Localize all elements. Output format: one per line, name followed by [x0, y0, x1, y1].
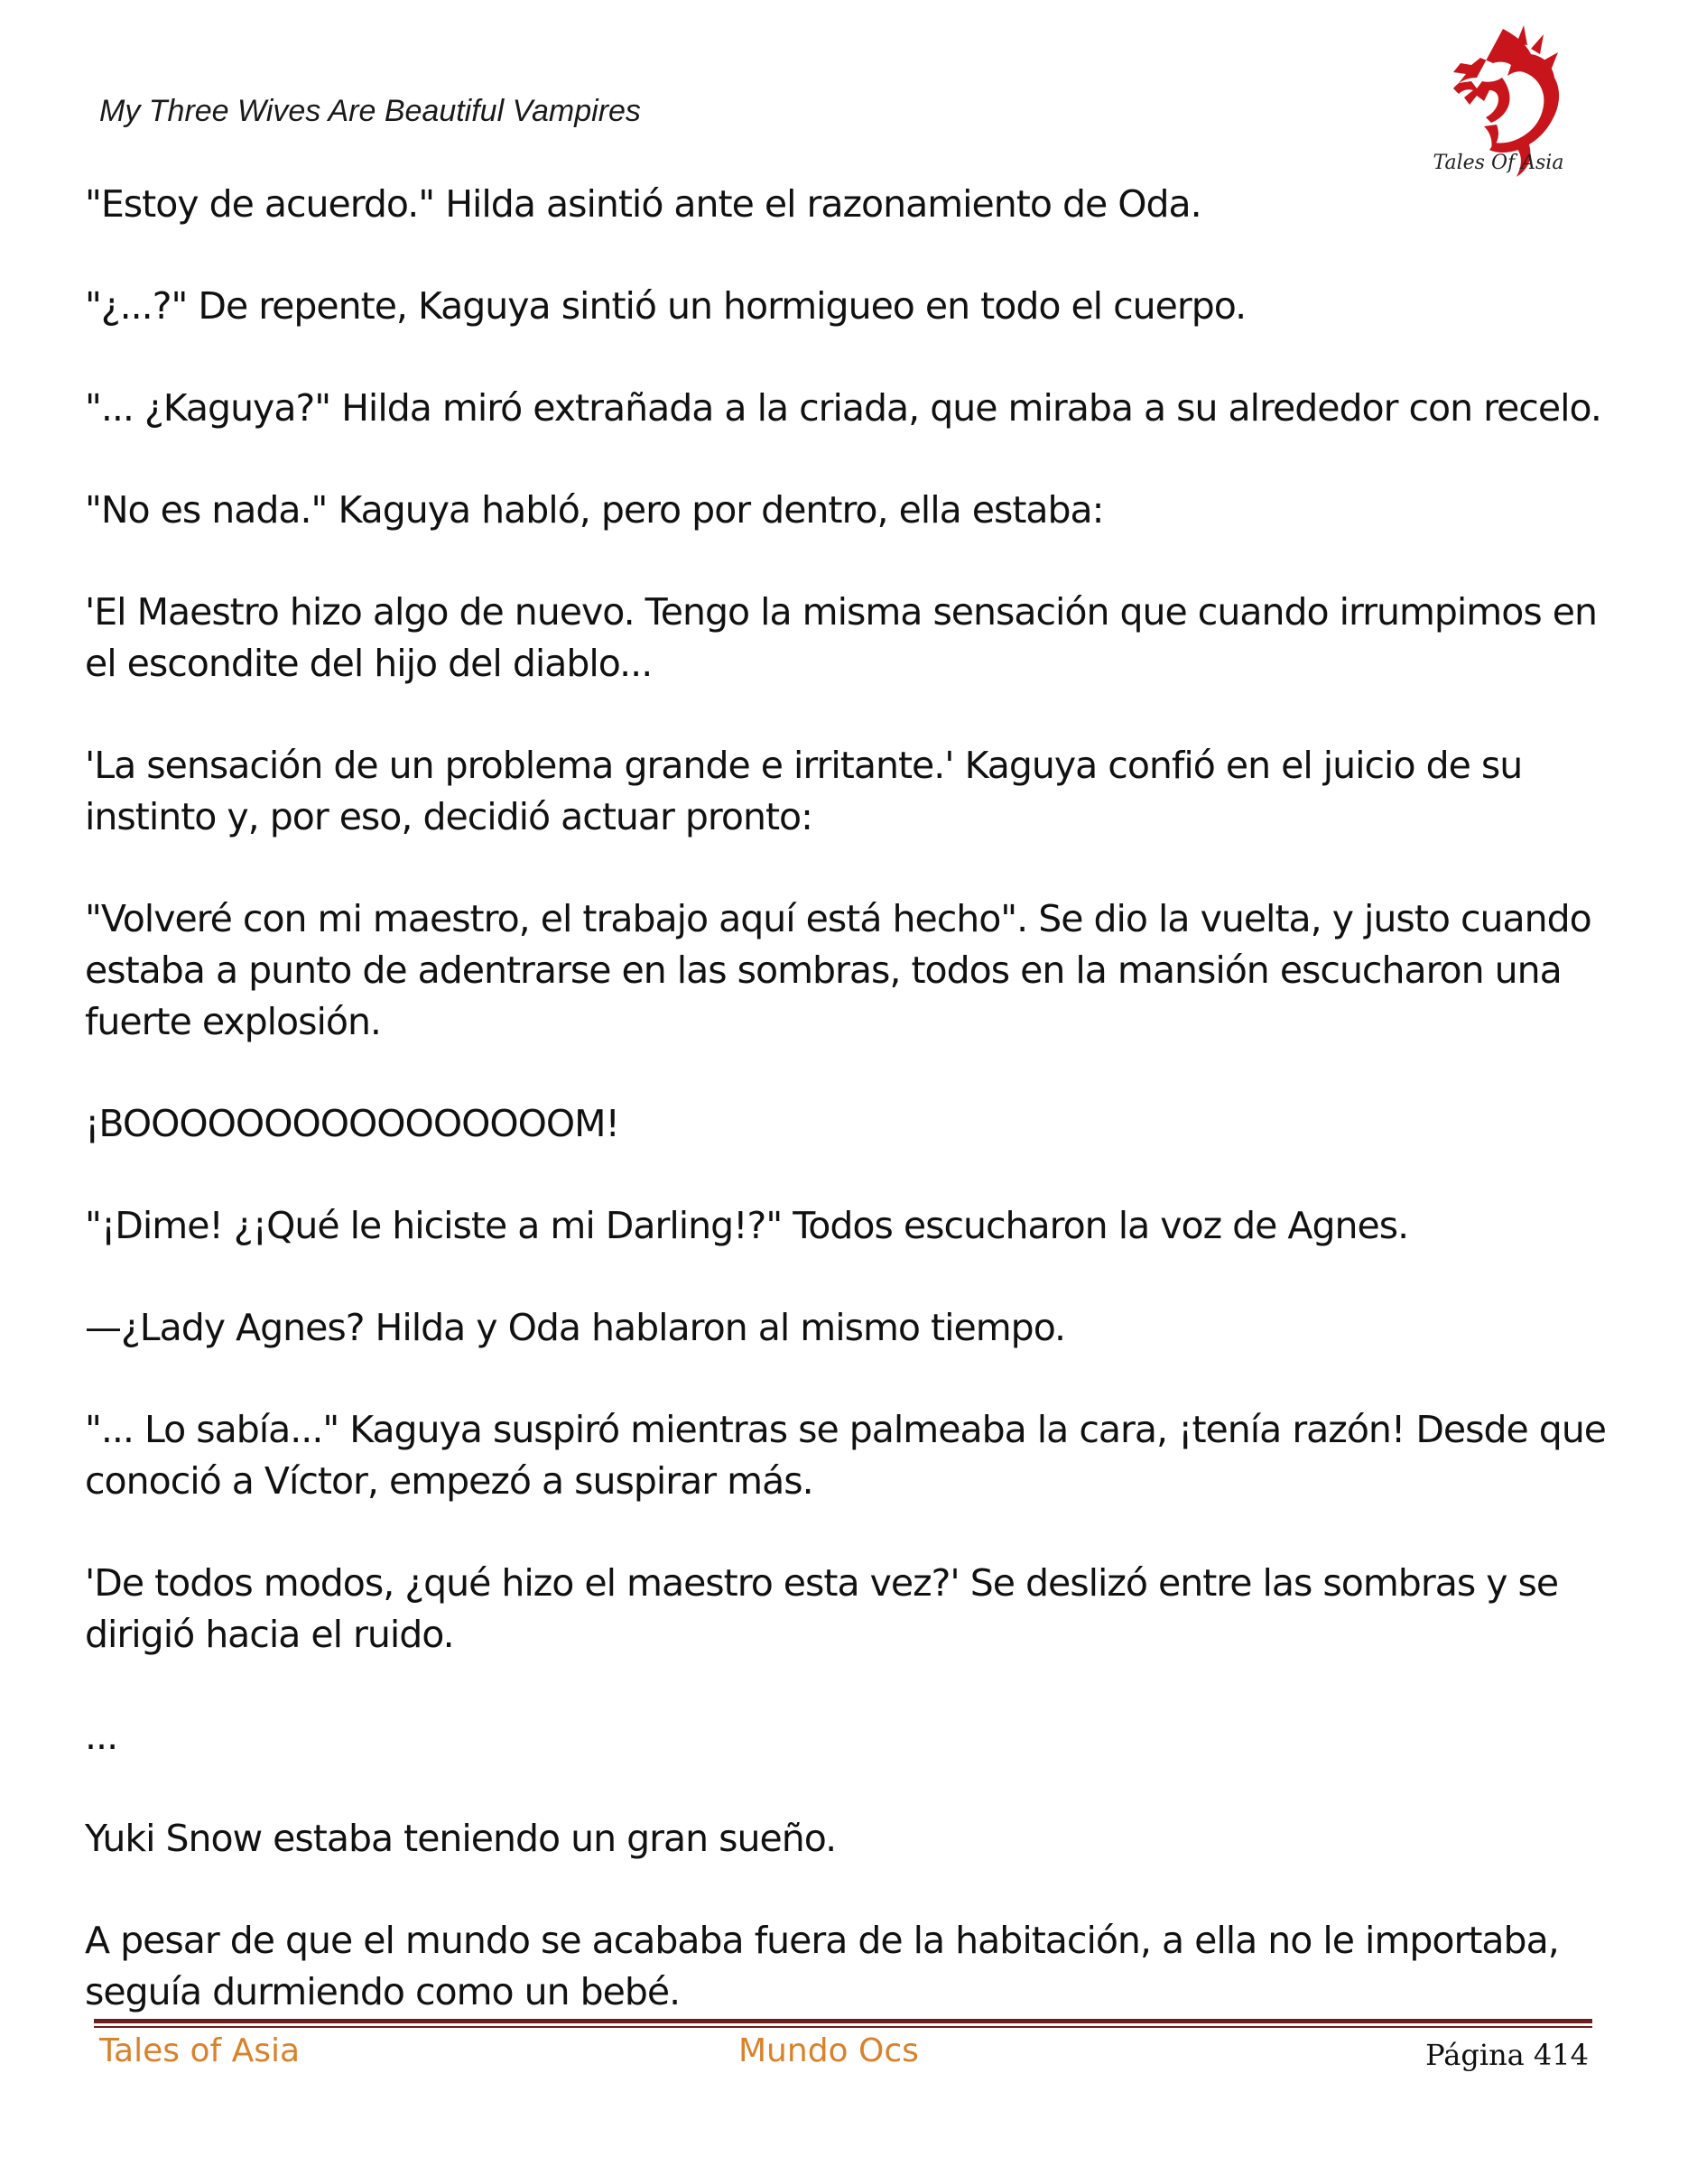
paragraph: "... Lo sabía..." Kaguya suspiró mientras se palmeaba la cara, ¡tenía razón! Desde que conoció a Víctor, empezó a suspirar más. — [85, 1408, 1618, 1503]
paragraph: "¡Dime! ¿¡Qué le hiciste a mi Darling!?" Todos escucharon la voz de Agnes. — [85, 1204, 1409, 1247]
logo-text: Tales Of Asia — [1433, 152, 1564, 174]
paragraph: ¡BOOOOOOOOOOOOOOOOM! — [85, 1102, 619, 1145]
footer-section-name: Mundo Ocs — [738, 2032, 919, 2069]
chapter-text — [85, 179, 1619, 2068]
page-number: Página 414 — [1425, 2038, 1589, 2072]
paragraph: A pesar de que el mundo se acababa fuera de la habitación, a ella no le importaba, seguía durmiendo como un bebé. — [85, 1919, 1570, 2013]
paragraph: 'El Maestro hizo algo de nuevo. Tengo la misma sensación que cuando irrumpimos en el escondite del hijo del diablo... — [85, 590, 1608, 685]
paragraph: Yuki Snow estaba teniendo un gran sueño. — [85, 1817, 837, 1860]
footer-rule-thin — [94, 2026, 1592, 2028]
paragraph: 'La sensación de un problema grande e irritante.' Kaguya confió en el juicio de su instinto y, por eso, decidió actuar pronto: — [85, 744, 1534, 838]
footer-rule — [94, 2019, 1592, 2023]
paragraph: 'De todos modos, ¿qué hizo el maestro esta vez?' Se deslizó entre las sombras y se dirigió hacia el ruido. — [85, 1561, 1570, 1656]
paragraph: —¿Lady Agnes? Hilda y Oda hablaron al mismo tiempo. — [85, 1306, 1066, 1349]
footer-site-name: Tales of Asia — [99, 2032, 301, 2069]
paragraph: "Volveré con mi maestro, el trabajo aquí está hecho". Se dio la vuelta, y justo cuando estaba a punto de adentrarse en las sombras, todos en la mansión escucharon una fuerte explosión. — [85, 897, 1602, 1043]
paragraph: "No es nada." Kaguya habló, pero por dentro, ella estaba: — [85, 488, 1104, 532]
paragraph: "¿...?" De repente, Kaguya sintió un hormigueo en todo el cuerpo. — [85, 284, 1247, 328]
paragraph: ... — [85, 1715, 118, 1758]
paragraph: "... ¿Kaguya?" Hilda miró extrañada a la criada, que miraba a su alrededor con recelo. — [85, 386, 1601, 430]
paragraph: "Estoy de acuerdo." Hilda asintió ante el razonamiento de Oda. — [85, 182, 1201, 226]
book-title: My Three Wives Are Beautiful Vampires — [99, 94, 641, 128]
